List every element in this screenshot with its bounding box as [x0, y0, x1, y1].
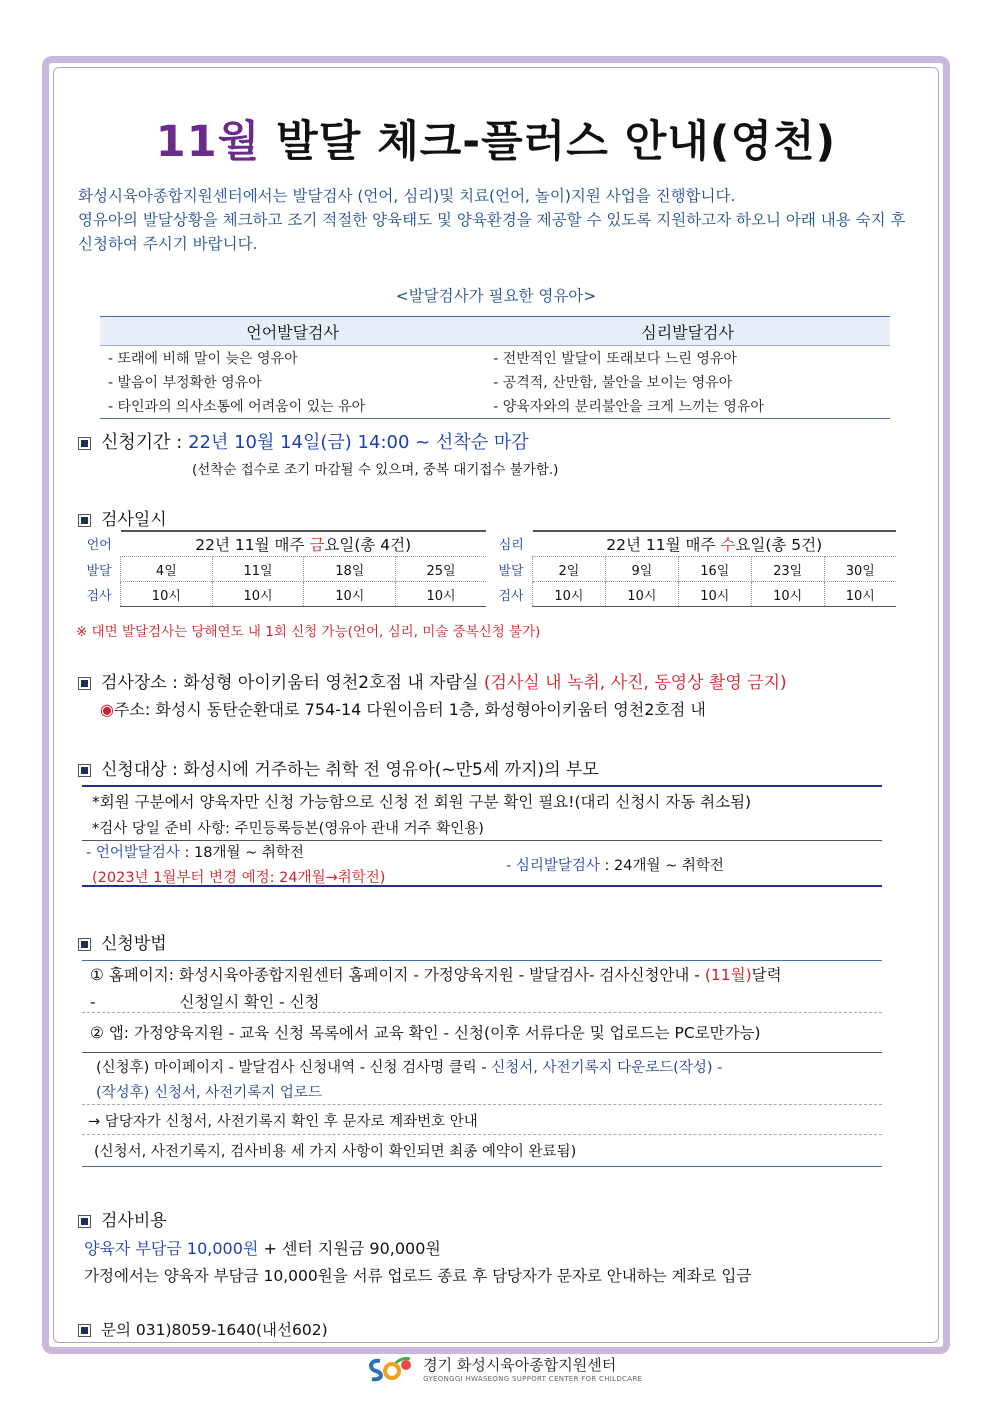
schedule-heading: 검사일시 [78, 505, 167, 530]
target-note-1: *회원 구분에서 양육자만 신청 가능함으로 신청 전 회원 구분 확인 필요!(대리 신청시 자동 취소됨) [92, 793, 752, 811]
target-note-2: *검사 당일 준비 사항: 주민등록등본(영유아 관내 거주 확인용) [92, 821, 484, 837]
method-heading: 신청방법 [78, 929, 167, 954]
bullet-square-icon [78, 938, 91, 951]
need-table: 언어발달검사 심리발달검사 - 또래에 비해 말이 늦은 영유아 - 전반적인 발달이 또래보다 느린 영유아 - 발음이 부정확한 영유아 - 공격적, 산만함, 불안을 보이는 영유아 - 타인과의 의사소통에 어려움이 있는 유아 - 양육자와의 분리불안을 크게 느끼는 영유아 [100, 316, 890, 419]
method-after-2: (작성후) 신청서, 사전기록지 업로드 [96, 1085, 322, 1101]
target-line: 신청대상 : 화성시에 거주하는 취학 전 영유아(~만5세 까지)의 부모 [78, 755, 599, 780]
page-title: 11월 발달 체크-플러스 안내(영천) [155, 117, 837, 167]
intro-text: 화성시육아종합지원센터에서는 발달검사 (언어, 심리)및 치료(언어, 놀이)지원 사업을 진행합니다. 영유아의 발달상황을 체크하고 조기 적절한 양육태도 및 양육환경을 제공할 수 있도록 지원하고자 하오니 아래 내용 숙지 후 신청하여 주시기 바랍니다. [78, 187, 906, 253]
place-line: 검사장소 : 화성형 아이키움터 영천2호점 내 자람실 (검사실 내 녹취, 사진, 동영상 촬영 금지) [78, 668, 787, 693]
col-psychology: 심리발달검사 [485, 317, 890, 346]
schedule-note: ※ 대면 발달검사는 당해연도 내 1회 신청 가능(언어, 심리, 미술 중복신청 불가) [76, 624, 541, 640]
bullet-square-icon [78, 677, 91, 690]
schedule-psychology: 심리 22년 11월 매주 수요일(총 5건) 발달 2일 9일 16일 23일 30일 검사 10시 10시 10시 10시 10시 [490, 530, 896, 607]
method-after-1: (신청후) 마이페이지 - 발달검사 신청내역 - 신청 검사명 클릭 - 신청서, 사전기록지 다운로드(작성) - [96, 1060, 723, 1076]
bullet-square-icon [78, 1324, 91, 1337]
method-step-1b: - 신청일시 확인 - 신청 [90, 993, 320, 1011]
bullet-square-icon [78, 514, 91, 527]
need-heading: <발달검사가 필요한 영유아> [395, 287, 597, 305]
center-logo-icon [366, 1355, 416, 1383]
method-step-1: ① 홈페이지: 화성시육아종합지원센터 홈페이지 - 가정양육지원 - 발달검사- 검사신청안내 - (11월)달력 [90, 966, 782, 984]
place-address: ◉주소: 화성시 동탄순환대로 754-14 다원이음터 1층, 화성형아이키움터 영천2호점 내 [100, 700, 706, 719]
method-step-2: ② 앱: 가정양육지원 - 교육 신청 목록에서 교육 확인 - 신청(이후 서류다운 및 업로드는 PC로만가능) [90, 1024, 761, 1042]
bullet-square-icon [78, 764, 91, 777]
method-final-note: (신청서, 사전기록지, 검사비용 세 가지 사항이 확인되면 최종 예약이 완료됨) [94, 1144, 577, 1160]
method-arrow-note: → 담당자가 신청서, 사전기록지 확인 후 문자로 계좌번호 안내 [88, 1114, 478, 1130]
target-language-change: (2023년 1월부터 변경 예정: 24개월→취학전) [92, 870, 386, 886]
radio-marker-icon: ◉ [100, 700, 114, 719]
cost-heading: 검사비용 [78, 1206, 167, 1231]
contact-line: 문의 031)8059-1640(내선602) [78, 1318, 328, 1340]
schedule-language: 언어 22년 11월 매주 금요일(총 4건) 발달 4일 11일 18일 25일 검사 10시 10시 10시 10시 [78, 530, 486, 607]
footer-logo: 경기 화성시육아종합지원센터 GYEONGGI HWASEONG SUPPORT CENTER FOR CHILDCARE [366, 1354, 642, 1383]
col-language: 언어발달검사 [100, 317, 485, 346]
target-psychology-range: - 심리발달검사 : 24개월 ~ 취학전 [506, 858, 724, 874]
target-language-range: - 언어발달검사 : 18개월 ~ 취학전 [86, 845, 304, 861]
period-line: 신청기간 : 22년 10월 14일(금) 14:00 ~ 선착순 마감 [78, 428, 529, 454]
cost-line-1: 양육자 부담금 10,000원 + 센터 지원금 90,000원 [84, 1239, 441, 1258]
bullet-square-icon [78, 1215, 91, 1228]
bullet-square-icon [78, 437, 91, 450]
cost-line-2: 가정에서는 양육자 부담금 10,000원을 서류 업로드 종료 후 담당자가 문자로 안내하는 계좌로 입금 [84, 1267, 752, 1285]
period-note: (선착순 접수로 조기 마감될 수 있으며, 중복 대기접수 불가함.) [192, 462, 559, 478]
